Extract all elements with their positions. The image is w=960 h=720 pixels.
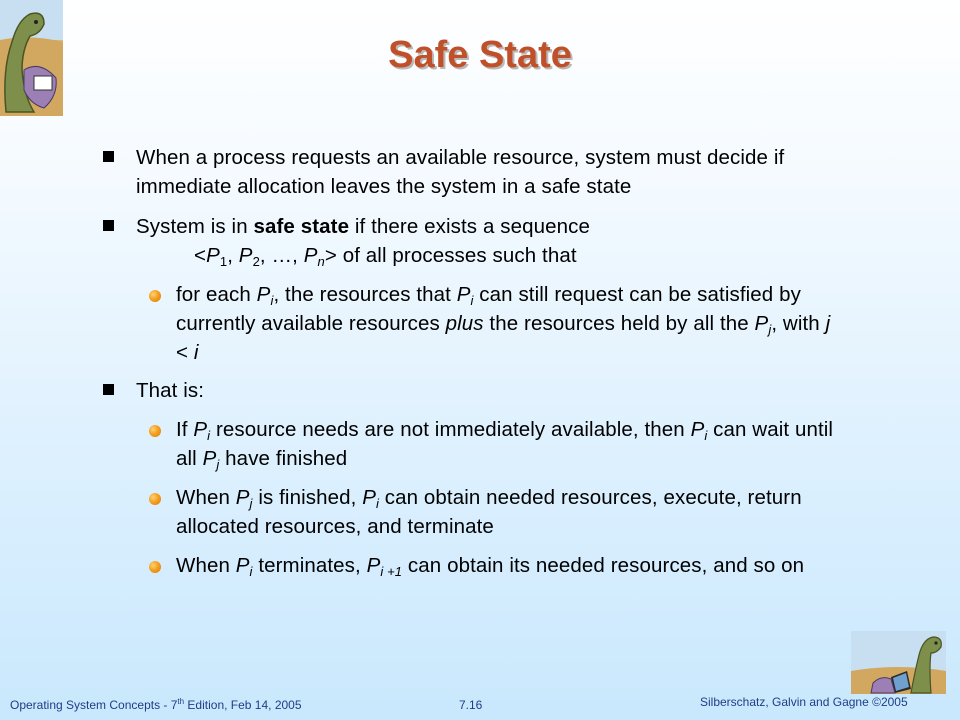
subbullet-obtain-resources: When $P_j$ is finished, $P_i$ can obtain needed resources, execute, return allocated resources, and terminate [176,486,802,538]
round-bullet-icon [149,561,161,573]
footer-page-number: 7.16 [459,698,483,712]
subbullet-for-each-pi: for each $P_i$, the resources that $P_i$ can still request can be satisfied by currently available resources plus the resources held by all the $P_j$, with j < i [176,283,831,364]
bullet-safe-state-definition: System is in safe state if there exists a sequence $<P_1$, $P_2$, …, $P_n>$ of all processes such that [136,215,590,269]
round-bullet-icon [149,425,161,437]
safe-state-term: safe state [253,215,350,238]
bullet-immediate-allocation: When a process requests an available resource, system must decide if immediate allocation leaves the system in a safe state [136,146,785,198]
round-bullet-icon [149,493,161,505]
square-bullet-icon [103,384,114,395]
subbullet-pi-terminates: When $P_i$ terminates, $P_{i +1}$ can obtain its needed resources, and so on [176,554,805,579]
slide-title: Safe State [388,34,572,76]
square-bullet-icon [103,220,114,231]
round-bullet-icon [149,290,161,302]
square-bullet-icon [103,151,114,162]
subbullet-wait-until-finished: If $P_i$ resource needs are not immediately available, then $P_i$ can wait until all $P_j$ have finished [176,418,834,472]
footer-authors: Silberschatz, Galvin and Gagne ©2005 [700,695,908,709]
footer-course-info: Operating System Concepts - 7th Edition, Feb 14, 2005 [10,697,302,712]
dinosaur-laptop-logo-icon [851,631,946,694]
bullet-that-is: That is: [136,379,205,402]
